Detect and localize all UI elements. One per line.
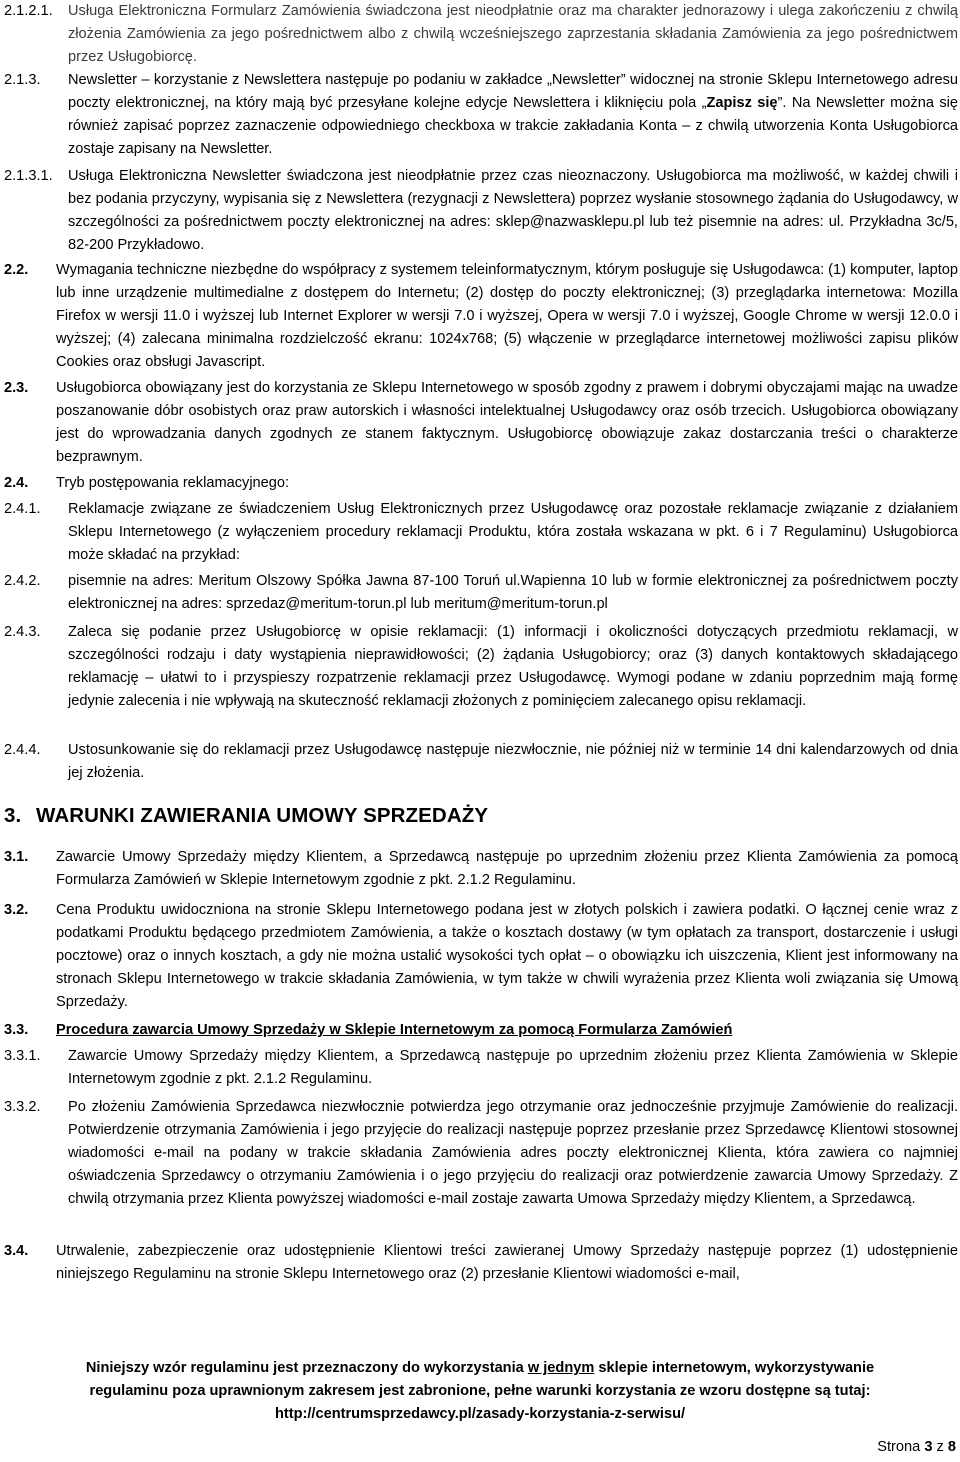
- clause-number: 3.3.1.: [4, 1048, 41, 1064]
- clause-text: Po złożeniu Zamówienia Sprzedawca niezwłocznie potwierdza jego otrzymanie oraz jednocześnie przyjmuje Zamówienie do realizacji. Potwierdzenie otrzymania Zamówienia i jego przyjęcie do realizacji następuje poprzez przesłanie przez Sprzedawcę Klientowi stosownej wiadomości e-mail na podany w trakcie składania Zamówienia adres poczty elektronicznej Klienta, która zawiera co najmniej oświadczenia Sprzedawcy o otrzymaniu Zamówienia i o jego przyjęciu do realizacji oraz potwierdzenie zawarcia Umowy Sprzedaży. Z chwilą otrzymania przez Klienta powyższej wiadomości e-mail zostaje zawarta Umowa Sprzedaży między Klientem, a Sprzedawcą.: [68, 1099, 958, 1207]
- clause-3-1: [4, 846, 958, 892]
- clause-2-1-3: [4, 69, 958, 161]
- clause-text: Zawarcie Umowy Sprzedaży między Klientem, a Sprzedawcą następuje po uprzednim złożeniu przez Klienta Zamówienia za pomocą Formularza Zamówień w Sklepie Internetowym zgodnie z pkt. 2.1.2 Regulaminu.: [56, 849, 958, 888]
- clause-number: 2.1.2.1.: [4, 3, 53, 19]
- clause-number: 2.4.3.: [4, 624, 41, 640]
- clause-text: [68, 69, 958, 161]
- clause-3-4: [4, 1240, 958, 1286]
- clause-text: Usługa Elektroniczna Formularz Zamówienia świadczona jest nieodpłatnie oraz ma charakter jednorazowy i ulega zakończeniu z chwilą złożenia Zamówienia za jego pośrednictwem albo z chwilą wcześniejszego zaprzestania składania Zamówienia za jego pośrednictwem przez Usługobiorcę.: [68, 3, 958, 65]
- clause-text: pisemnie na adres: Meritum Olszowy Spółka Jawna 87-100 Toruń ul.Wapienna 10 lub w formie elektronicznej za pośrednictwem poczty elektronicznej na adres: sprzedaz@meritum-torun.pl lub meritum@meritum-torun.pl: [68, 573, 958, 612]
- clause-text-part: Newsletter – korzystanie z Newslettera następuje po podaniu w zakładce „Newsletter” widocznej na stronie Sklepu Internetowego adresu poczty elektronicznej, na który mają być przesyłane kolejne edycje Newslettera i kliknięciu pola „: [68, 72, 958, 111]
- clause-2-4-3: [4, 621, 958, 713]
- license-notice: [0, 1357, 960, 1426]
- license-emphasis: w jednym: [527, 1360, 595, 1376]
- clause-number: 2.4.: [4, 475, 29, 491]
- clause-2-4: [4, 472, 958, 495]
- clause-number: 3.2.: [4, 902, 29, 918]
- clause-text: Utrwalenie, zabezpieczenie oraz udostępnienie Klientowi treści zawieranej Umowy Sprzedaży następuje poprzez (1) udostępnienie niniejszego Regulaminu na stronie Sklepu Internetowego oraz (2) przesłanie Klientowi wiadomości e-mail,: [56, 1243, 958, 1282]
- clause-text-part: ”. Na Newsletter można się również zapisać poprzez zaznaczenie odpowiedniego checkboxa w trakcie zakładania Konta – z chwilą utworzenia Konta Usługobiorca zostaje zapisany na Newsletter.: [68, 95, 958, 157]
- clause-text: Wymagania techniczne niezbędne do współpracy z systemem teleinformatycznym, którym posługuje się Usługodawca: (1) komputer, laptop lub inne urządzenie multimedialne z dostępem do Internetu; (2) dostęp do poczty elektronicznej; (3) przeglądarka internetowa: Mozilla Firefox w wersji 11.0 i wyższej lub Internet Explorer w wersji 7.0 i wyższej, Opera w wersji 7.0 i wyższej, Google Chrome w wersji 12.0.0 i wyższej; (4) zalecana minimalna rozdzielczość ekranu: 1024x768; (5) włączenie w przeglądarce internetowej możliwości zapisu plików Cookies oraz obsługi Javascript.: [56, 262, 958, 370]
- license-notice-line: [0, 1357, 960, 1380]
- clause-number: 2.1.3.1.: [4, 168, 53, 184]
- page-label: Strona: [877, 1439, 921, 1455]
- clause-number: 3.4.: [4, 1243, 29, 1259]
- page-number: [877, 1439, 956, 1455]
- page-current: 3: [924, 1439, 933, 1455]
- clause-3-3-1: [4, 1045, 958, 1091]
- license-text: Niniejszy wzór regulaminu jest przeznaczony do wykorzystania: [85, 1360, 528, 1376]
- section-title: WARUNKI ZAWIERANIA UMOWY SPRZEDAŻY: [36, 804, 489, 827]
- clause-2-2: [4, 259, 958, 374]
- clause-3-3: [4, 1019, 958, 1042]
- clause-3-3-2: [4, 1096, 958, 1211]
- license-notice-line: regulaminu poza uprawnionym zakresem jest zabronione, pełne warunki korzystania ze wzoru dostępne są tutaj:: [89, 1383, 871, 1399]
- clause-text: Reklamacje związane ze świadczeniem Usług Elektronicznych przez Usługodawcę oraz pozostałe reklamacje związanie z działaniem Sklepu Internetowego (z wyłączeniem procedury reklamacji Produktu, która została wskazana w pkt. 6 i 7 Regulaminu) Usługobiorca może składać na przykład:: [68, 501, 958, 563]
- page-sep: z: [936, 1439, 944, 1455]
- license-link[interactable]: http://centrumsprzedawcy.pl/zasady-korzystania-z-serwisu/: [274, 1406, 686, 1422]
- zapisz-sie-label: Zapisz się: [706, 95, 778, 111]
- page-total: 8: [947, 1439, 956, 1455]
- clause-number: 3.3.2.: [4, 1099, 41, 1115]
- clause-2-3: [4, 377, 958, 469]
- clause-number: 2.2.: [4, 262, 29, 278]
- clause-text: Tryb postępowania reklamacyjnego:: [56, 475, 290, 491]
- clause-text: Zawarcie Umowy Sprzedaży między Klientem, a Sprzedawcą następuje po uprzednim złożeniu przez Klienta Zamówienia w Sklepie Internetowym zgodnie z pkt. 2.1.2 Regulaminu.: [68, 1048, 958, 1087]
- clause-text: Usługa Elektroniczna Newsletter świadczona jest nieodpłatnie przez czas nieoznaczony. Usługobiorca ma możliwość, w każdej chwili i bez podania przyczyny, wypisania się z Newslettera (rezygnacji z Newslettera) poprzez wysłanie stosownego żądania do Usługodawcy, w szczególności za pośrednictwem poczty elektronicznej na adres: sklep@nazwasklepu.pl lub też pisemnie na adres: ul. Przykładna 3c/5, 82-200 Przykładowo.: [68, 168, 958, 253]
- clause-text: Usługobiorca obowiązany jest do korzystania ze Sklepu Internetowego w sposób zgodny z prawem i dobrymi obyczajami mając na uwadze poszanowanie dóbr osobistych oraz praw autorskich i własności intelektualnej Usługodawcy oraz osób trzecich. Usługobiorca obowiązany jest do wprowadzania danych zgodnych ze stanem faktycznym. Usługobiorcę obowiązuje zakaz dostarczania treści o charakterze bezprawnym.: [56, 380, 958, 465]
- clause-number: 2.1.3.: [4, 72, 41, 88]
- clause-number: 2.4.1.: [4, 501, 41, 517]
- clause-number: 2.4.2.: [4, 573, 41, 589]
- clause-number: 3.1.: [4, 849, 29, 865]
- clause-2-4-4: [4, 739, 958, 785]
- license-text: sklepie internetowym, wykorzystywanie: [594, 1360, 875, 1376]
- clause-number: 3.3.: [4, 1022, 29, 1038]
- section-number: 3.: [4, 804, 22, 827]
- clause-2-1-3-1: [4, 165, 958, 257]
- clause-text: Cena Produktu uwidoczniona na stronie Sklepu Internetowego podana jest w złotych polskich i zawiera podatki. O łącznej cenie wraz z podatkami Produktu będącego przedmiotem Zamówienia, a także o kosztach dostawy (w tym opłatach za transport, dostarczenie i usługi pocztowe) oraz o innych kosztach, a gdy nie można ustalić wysokości tych opłat – o obowiązku ich uiszczenia, Klient jest informowany na stronach Sklepu Internetowego w trakcie składania Zamówienia, w tym także w chwili wyrażenia przez Klienta woli związania się Umową Sprzedaży.: [56, 902, 958, 1010]
- clause-number: 2.4.4.: [4, 742, 41, 758]
- clause-text: Ustosunkowanie się do reklamacji przez Usługodawcę następuje niezwłocznie, nie później niż w terminie 14 dni kalendarzowych od dnia jej złożenia.: [68, 742, 958, 781]
- clause-number: 2.3.: [4, 380, 29, 396]
- section-heading: [4, 804, 488, 828]
- clause-2-4-2: [4, 570, 958, 616]
- clause-text: Zaleca się podanie przez Usługobiorcę w opisie reklamacji: (1) informacji i okoliczności dotyczących przedmiotu reklamacji, w szczególności rodzaju i daty wystąpienia nieprawidłowości; (2) żądania Usługobiorcy; oraz (3) danych kontaktowych składającego reklamację – ułatwi to i przyspieszy rozpatrzenie reklamacji przez Usługodawcę. Wymogi podane w zdaniu poprzednim mają formę jedynie zalecenia i nie wpływają na skuteczność reklamacji złożonych z pominięciem zalecanego opisu reklamacji.: [68, 624, 958, 709]
- clause-2-4-1: [4, 498, 958, 567]
- clause-title: Procedura zawarcia Umowy Sprzedaży w Sklepie Internetowym za pomocą Formularza Zamówień: [56, 1022, 733, 1038]
- clause-2-1-2-1: [4, 0, 958, 69]
- clause-3-2: [4, 899, 958, 1014]
